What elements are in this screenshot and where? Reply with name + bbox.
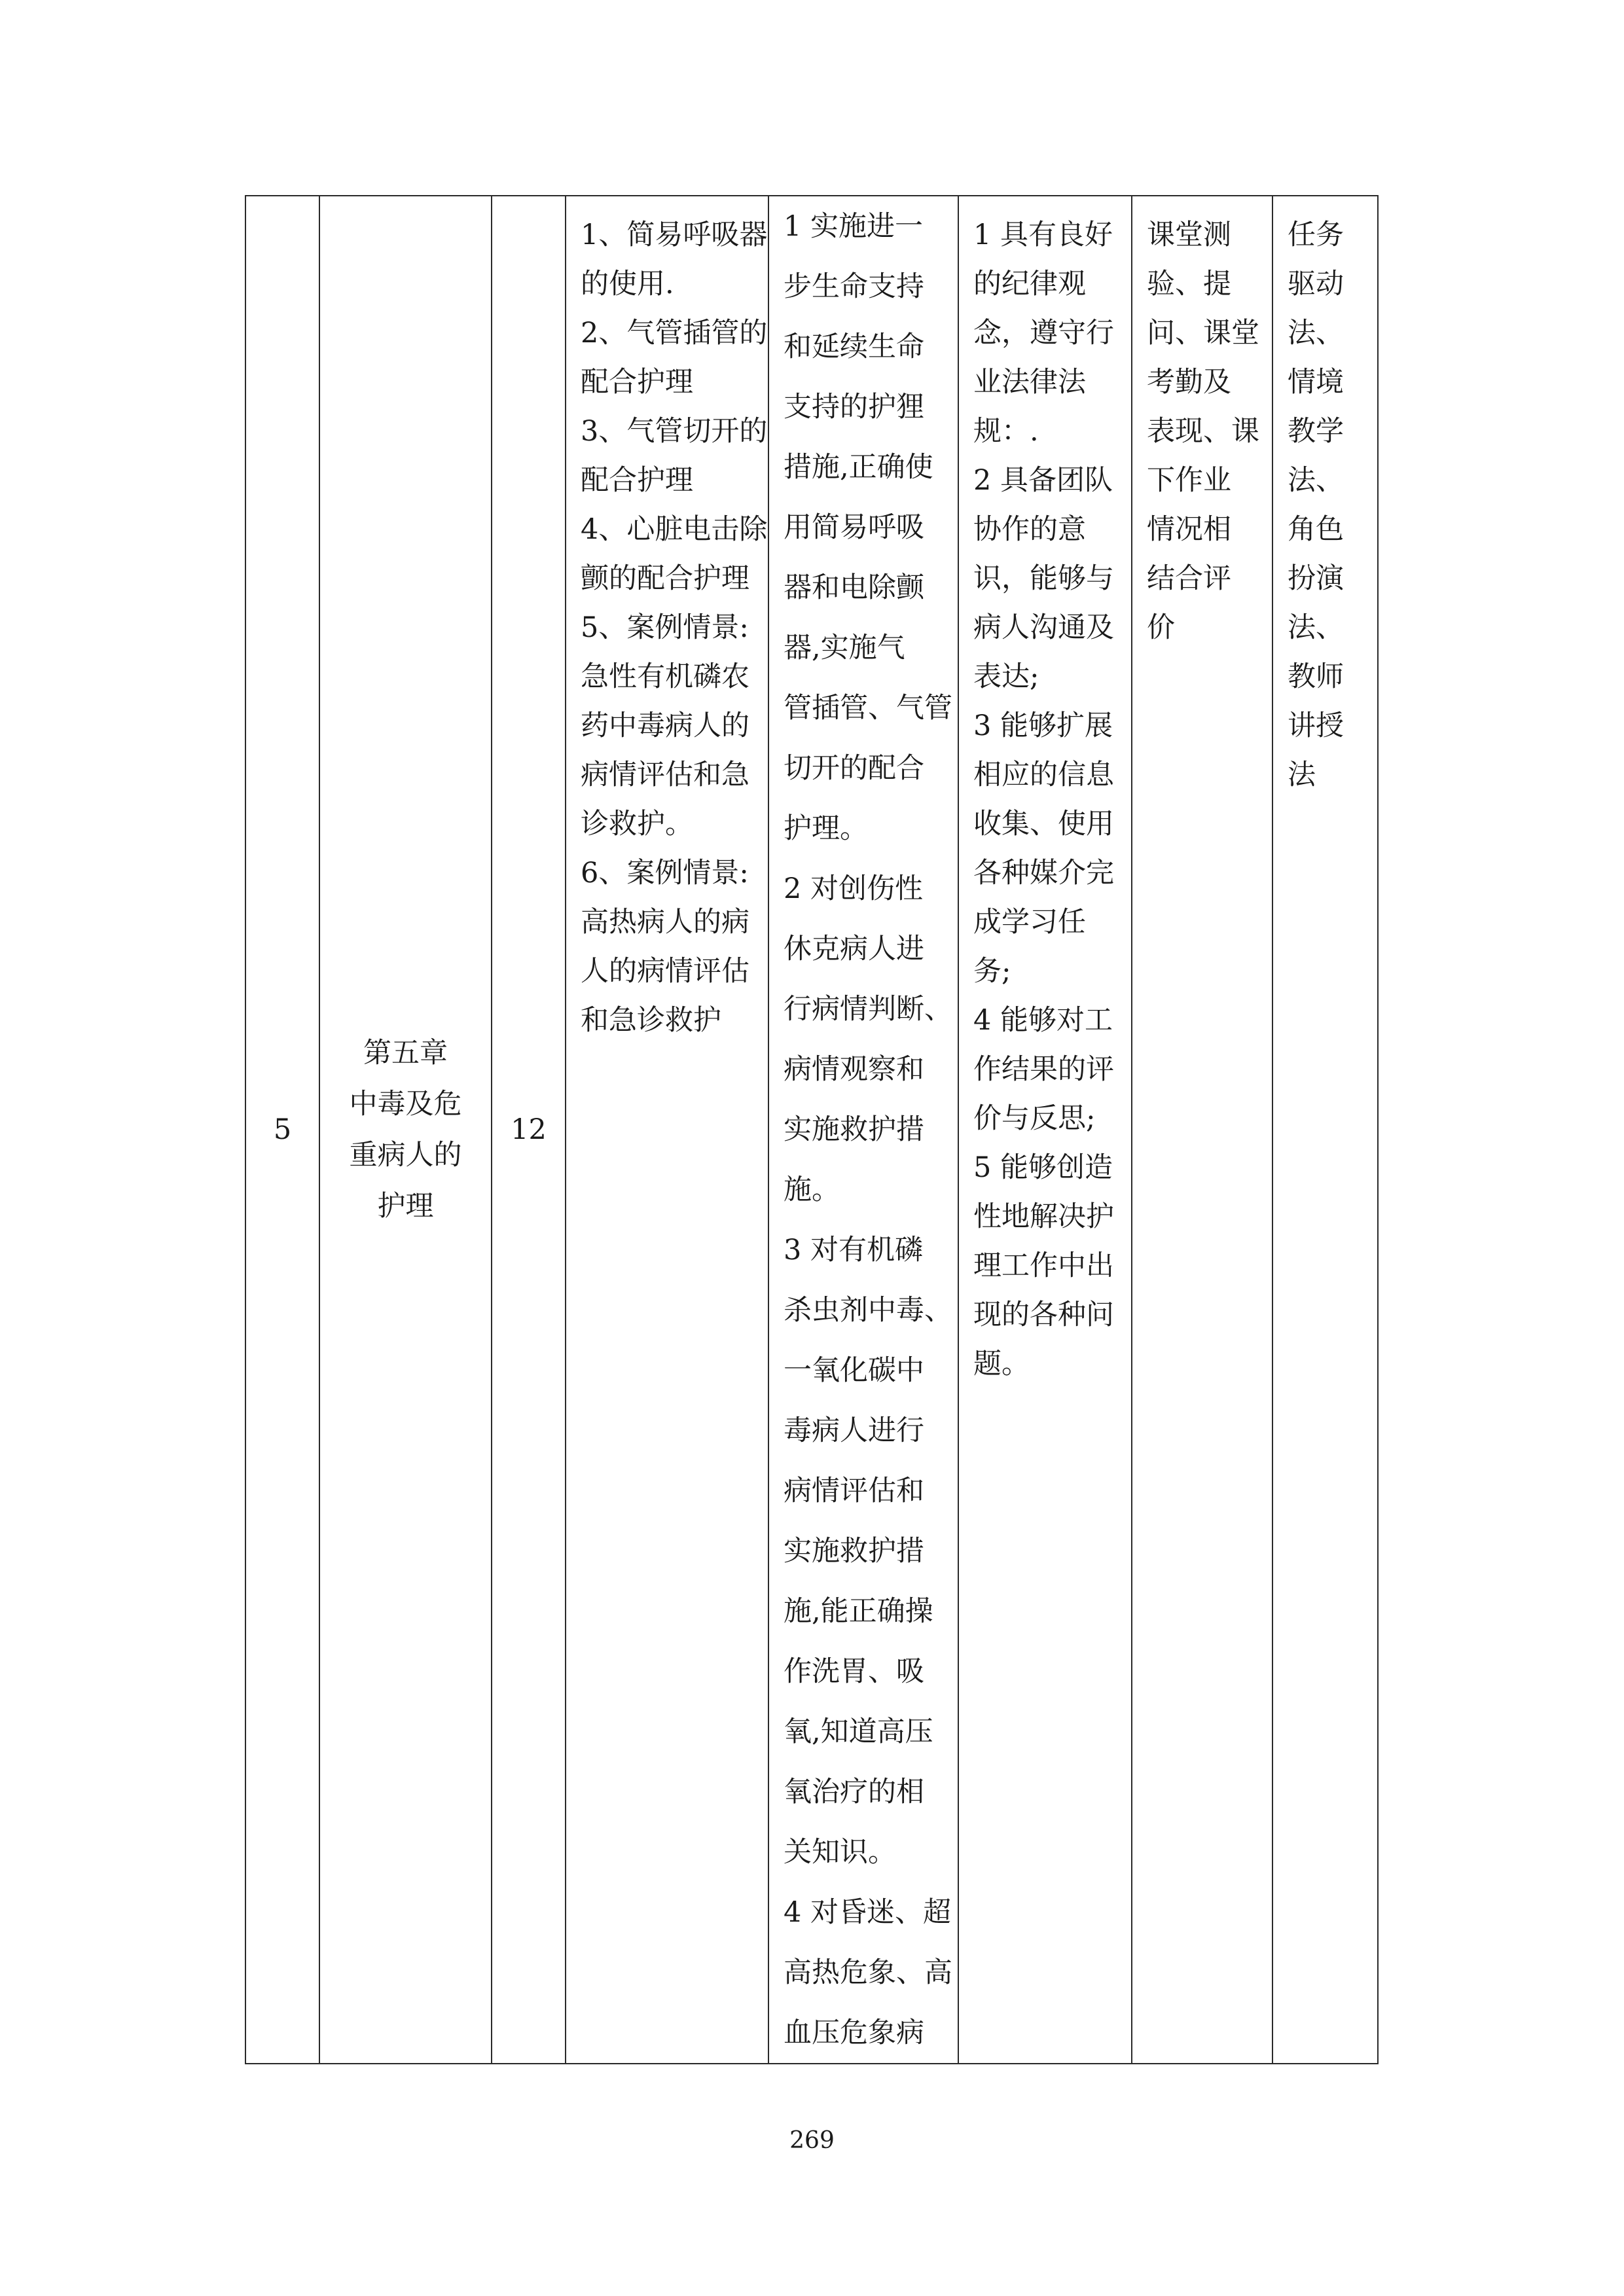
quality-line: 题。 (973, 1348, 1030, 1380)
assessment-line: 情况相 (1147, 513, 1231, 546)
skill-line: 器,实施气 (784, 632, 905, 664)
quality-line: 现的各种问 (973, 1299, 1114, 1331)
content-line: 诊救护。 (581, 808, 693, 840)
assessment-cell (1132, 196, 1272, 2064)
quality-line: 2 具备团队 (973, 464, 1113, 497)
curriculum-table (245, 195, 1379, 2064)
chapter-title-line: 中毒及危 (349, 1088, 462, 1121)
method-line: 法 (1288, 759, 1316, 791)
skill-line: 施。 (784, 1174, 840, 1206)
quality-objectives-cell (958, 196, 1132, 2064)
content-line: 的使用. (581, 268, 674, 300)
skill-line: 行病情判断、 (784, 993, 952, 1026)
skill-line: 和延续生命 (784, 331, 924, 363)
skill-line: 一氧化碳中 (784, 1354, 924, 1387)
quality-line: 收集、使用 (973, 808, 1114, 840)
method-line: 法、 (1288, 611, 1344, 644)
chapter-title-line: 重病人的 (349, 1139, 462, 1172)
quality-line: 病人沟通及 (973, 611, 1114, 644)
content-line: 病情评估和急 (581, 759, 749, 791)
method-line: 法、 (1288, 317, 1344, 350)
content-line: 3、气管切开的 (581, 415, 768, 448)
method-line: 法、 (1288, 464, 1344, 497)
quality-line: 务; (973, 955, 1011, 988)
skill-line: 施,能正确操 (784, 1595, 933, 1628)
skill-line: 实施救护措 (784, 1113, 924, 1146)
row-index: 5 (273, 1113, 292, 1146)
content-cell (566, 196, 768, 2064)
content-line: 药中毒病人的 (581, 709, 749, 742)
quality-line: 规：. (973, 415, 1039, 448)
assessment-line: 价 (1147, 611, 1175, 644)
quality-line: 念，遵守行 (973, 317, 1114, 350)
skill-line: 高热危象、高 (784, 1956, 952, 1989)
skill-line: 病情评估和 (784, 1475, 924, 1507)
skill-line: 毒病人进行 (784, 1414, 924, 1447)
skill-line: 休克病人进 (784, 933, 924, 965)
skill-line: 3 对有机磷 (784, 1234, 924, 1266)
quality-line: 的纪律观 (973, 268, 1086, 300)
chapter-cell (319, 196, 492, 2064)
assessment-line: 表现、课 (1147, 415, 1259, 448)
quality-line: 理工作中出 (973, 1249, 1114, 1282)
skill-line: 用简易呼吸 (784, 511, 924, 544)
content-line: 4、心脏电击除 (581, 513, 768, 546)
content-line: 1、简易呼吸器 (581, 219, 768, 251)
assessment-line: 考勤及 (1147, 366, 1231, 399)
skill-line: 血压危象病 (784, 2017, 924, 2049)
chapter-title-line: 护理 (377, 1190, 434, 1223)
quality-line: 4 能够对工 (973, 1004, 1113, 1037)
quality-line: 识，能够与 (973, 562, 1114, 595)
quality-line: 成学习任 (973, 906, 1086, 939)
method-line: 驱动 (1288, 268, 1344, 300)
skill-line: 器和电除颤 (784, 571, 924, 604)
skill-line: 措施,正确使 (784, 451, 933, 484)
content-line: 配合护理 (581, 464, 693, 497)
quality-line: 业法律法 (973, 366, 1086, 399)
quality-line: 作结果的评 (973, 1053, 1114, 1086)
quality-line: 1 具有良好 (973, 219, 1113, 251)
skill-line: 关知识。 (784, 1836, 896, 1869)
teaching-method-cell (1272, 196, 1378, 2064)
chapter-title-line: 第五章 (363, 1037, 448, 1069)
content-line: 配合护理 (581, 366, 693, 399)
skill-line: 支持的护狸 (784, 391, 924, 423)
method-line: 扮演 (1288, 562, 1344, 595)
content-line: 急性有机磷农 (581, 660, 749, 693)
quality-line: 各种媒介完 (973, 857, 1114, 889)
skill-line: 护理。 (784, 812, 868, 845)
skill-line: 1 实施进一 (784, 210, 924, 243)
assessment-line: 结合评 (1147, 562, 1231, 595)
content-line: 人的病情评估 (581, 955, 749, 988)
hours-cell (492, 196, 566, 2064)
page-number: 269 (789, 2127, 835, 2154)
assessment-line: 下作业 (1147, 464, 1231, 497)
skill-objectives-cell (768, 196, 958, 2064)
method-line: 讲授 (1288, 709, 1344, 742)
skill-line: 病情观察和 (784, 1053, 924, 1086)
skill-line: 2 对创伤性 (784, 872, 924, 905)
content-line: 和急诊救护 (581, 1004, 721, 1037)
skill-line: 作洗胃、吸 (784, 1655, 924, 1688)
method-line: 任务 (1288, 219, 1344, 251)
method-line: 教学 (1288, 415, 1344, 448)
quality-line: 3 能够扩展 (973, 709, 1113, 742)
quality-line: 性地解决护 (973, 1200, 1114, 1233)
content-line: 5、案例情景: (581, 611, 749, 644)
content-line: 6、案例情景: (581, 857, 749, 889)
skill-line: 切开的配合 (784, 752, 924, 785)
method-line: 教师 (1288, 660, 1344, 693)
method-line: 情境 (1288, 366, 1344, 399)
skill-line: 管插管、气管 (784, 692, 952, 725)
content-line: 颤的配合护理 (581, 562, 749, 595)
assessment-line: 问、课堂 (1147, 317, 1259, 350)
row-index-cell (245, 196, 319, 2064)
hours-value: 12 (511, 1113, 547, 1146)
table-row (245, 196, 1378, 2064)
quality-line: 5 能够创造 (973, 1151, 1113, 1184)
quality-line: 相应的信息 (973, 759, 1114, 791)
quality-line: 协作的意 (973, 513, 1086, 546)
method-line: 角色 (1288, 513, 1344, 546)
assessment-line: 课堂测 (1147, 219, 1231, 251)
skill-line: 步生命支持 (784, 270, 924, 303)
skill-line: 氧治疗的相 (784, 1776, 924, 1808)
skill-line: 实施救护措 (784, 1535, 924, 1568)
quality-line: 价与反思; (973, 1102, 1096, 1135)
assessment-line: 验、提 (1147, 268, 1231, 300)
skill-line: 氧,知道高压 (784, 1715, 933, 1748)
skill-line: 4 对昏迷、超 (784, 1896, 952, 1929)
content-line: 2、气管插管的 (581, 317, 768, 350)
skill-line: 杀虫剂中毒、 (784, 1294, 952, 1327)
quality-line: 表达; (973, 660, 1039, 693)
content-line: 高热病人的病 (581, 906, 749, 939)
